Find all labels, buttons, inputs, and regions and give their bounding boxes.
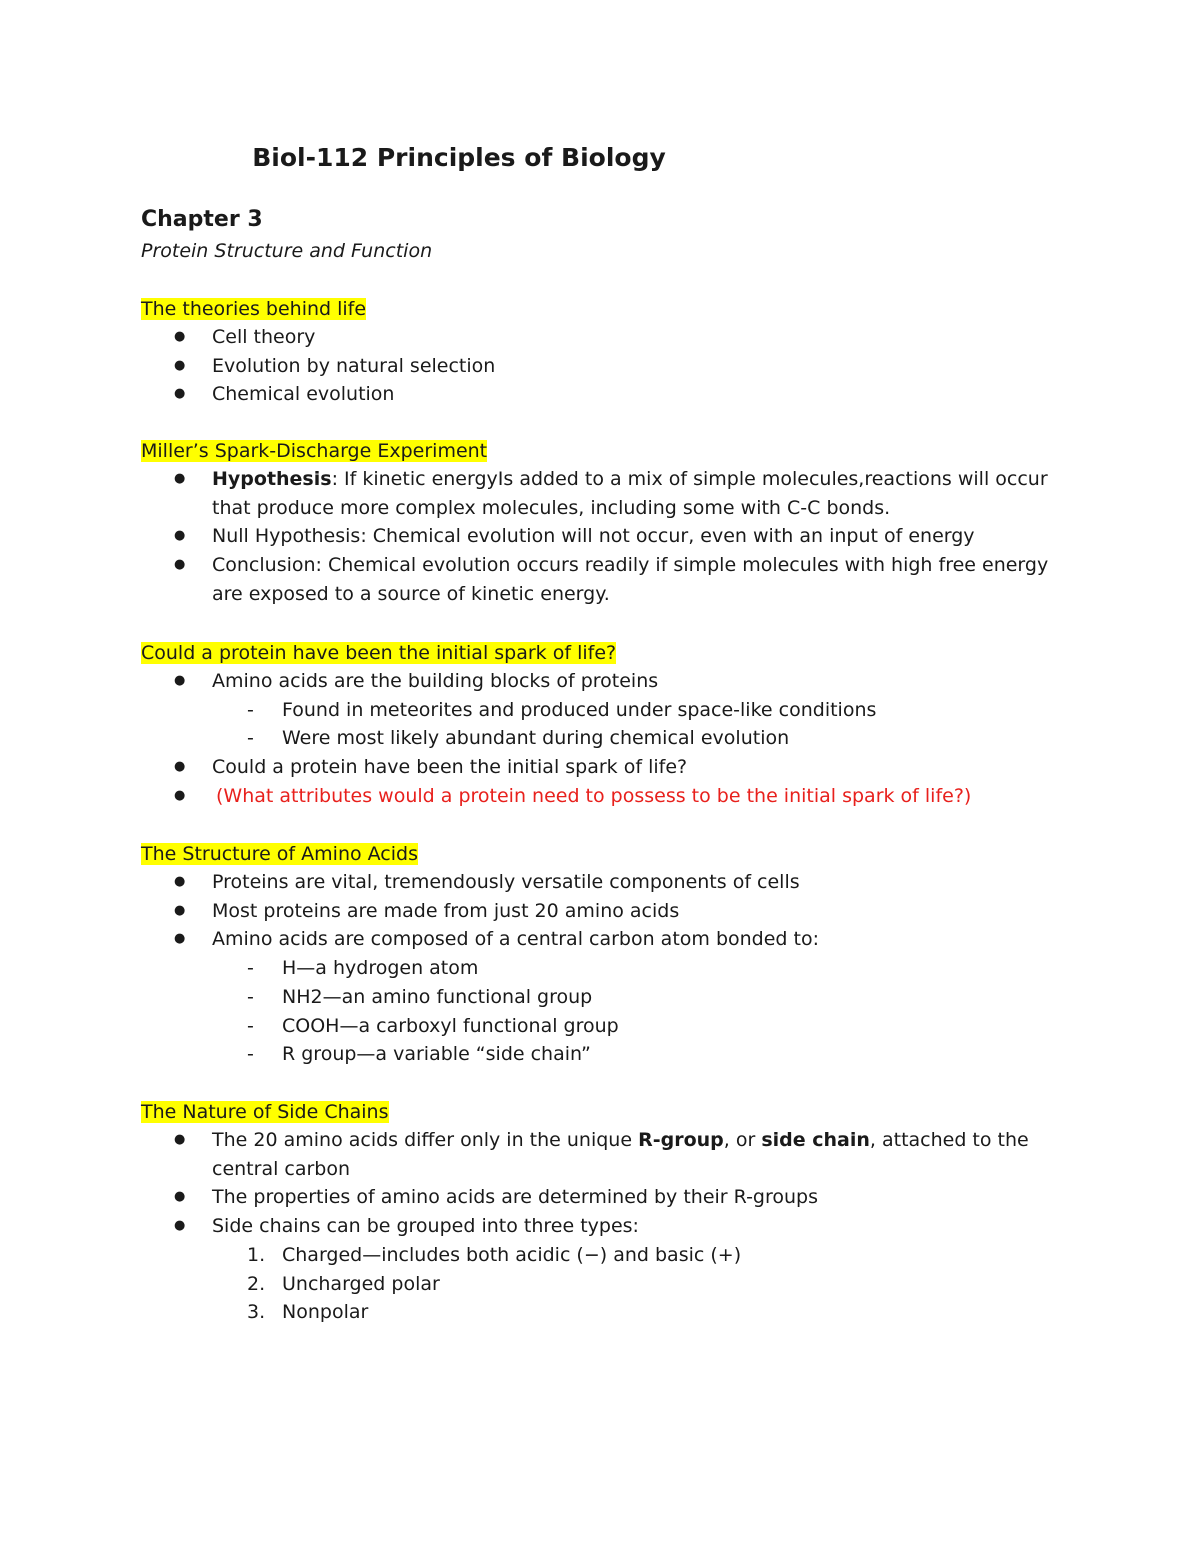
dash-icon: - [247,985,254,1008]
bullet-icon: ● [174,759,186,775]
side-chain-term: side chain [761,1129,870,1151]
list-number: 3. [247,1301,266,1324]
section-heading: Could a protein have been the initial spark of life? [141,642,617,664]
list-item: ● Null Hypothesis: Chemical evolution will not occur, even with an input of energy [141,522,1081,551]
bullet-icon: ● [174,874,186,889]
list-item: ● The properties of amino acids are determined by their R-groups [141,1183,1081,1212]
section-heading: The Structure of Amino Acids [141,843,418,865]
dash-icon: - [247,727,254,750]
list-number: 2. [247,1272,266,1295]
list-item: ● Chemical evolution [141,380,1081,409]
list-item: ● The 20 amino acids differ only in the unique R-group, or side chain, attached to the central carbon [141,1126,1081,1183]
numbered-item: 2. Uncharged polar [141,1270,1081,1299]
bullet-list [141,868,1081,1069]
chapter-subtitle: Protein Structure and Function [141,240,433,262]
list-item: ● Proteins are vital, tremendously versatile components of cells [141,868,1081,897]
list-number: 1. [247,1243,266,1266]
bullet-icon: ● [174,329,186,344]
bullet-icon: ● [174,528,186,544]
bullet-list [141,323,1081,409]
list-item [141,782,1081,811]
section-protein-spark [141,639,1081,811]
sub-list-item: - H—a hydrogen atom [141,954,1081,983]
list-item: ● Most proteins are made from just 20 amino acids [141,897,1081,926]
list-item: ● Evolution by natural selection [141,352,1081,381]
bullet-icon: ● [174,1132,186,1147]
numbered-item: 1. Charged—includes both acidic (−) and basic (+) [141,1241,1081,1270]
r-group-term: R-group [638,1129,724,1151]
list-item: ● Cell theory [141,323,1081,352]
dash-icon: - [247,698,254,721]
sub-list-item: - NH2—an amino functional group [141,983,1081,1012]
bullet-icon: ● [174,386,186,402]
list-item: ● Hypothesis: If kinetic energyIs added to a mix of simple molecules,reactions will occur that produce more complex molecules, including some with C-C bonds. [141,465,1081,522]
numbered-item: 3. Nonpolar [141,1298,1081,1327]
section-side-chains [141,1098,1081,1327]
sub-list-item: - COOH—a carboxyl functional group [141,1012,1081,1041]
section-theories [141,295,1081,409]
bullet-icon: ● [174,471,186,486]
list-item: ● Amino acids are the building blocks of proteins [141,667,1081,696]
dash-icon: - [247,1043,254,1066]
section-heading: The theories behind life [141,298,367,320]
sub-list-item: - R group—a variable “side chain” [141,1040,1081,1069]
bullet-list [141,667,1081,811]
dash-icon: - [247,1014,254,1037]
document-title: Biol-112 Principles of Biology [252,143,666,172]
bullet-icon: ● [174,357,186,373]
bullet-list [141,1126,1081,1241]
hypothesis-label: Hypothesis [212,468,332,490]
red-question: (What attributes would a protein need to possess to be the initial spark of life?) [216,784,972,807]
bullet-icon: ● [174,902,186,918]
bullet-icon: ● [174,787,186,803]
dash-icon: - [247,957,254,980]
bullet-icon: ● [174,1189,186,1205]
list-item: ● Conclusion: Chemical evolution occurs readily if simple molecules with high free energy are exposed to a source of kinetic energy. [141,551,1081,608]
list-item: ● Side chains can be grouped into three types: [141,1212,1081,1241]
section-miller [141,437,1081,609]
bullet-icon: ● [174,931,186,947]
numbered-list [141,1241,1081,1327]
bullet-icon: ● [174,557,186,573]
bullet-icon: ● [174,673,186,688]
list-item: ● Could a protein have been the initial spark of life? [141,753,1081,782]
list-item: ● Amino acids are composed of a central carbon atom bonded to: [141,925,1081,954]
chapter-heading: Chapter 3 [141,207,263,232]
section-structure [141,840,1081,1069]
bullet-list [141,465,1081,609]
sub-list-item: - Were most likely abundant during chemical evolution [141,724,1081,753]
section-heading: The Nature of Side Chains [141,1101,389,1123]
sub-list-item: - Found in meteorites and produced under space-like conditions [141,696,1081,725]
bullet-icon: ● [174,1218,186,1234]
section-heading: Miller’s Spark-Discharge Experiment [141,440,488,462]
